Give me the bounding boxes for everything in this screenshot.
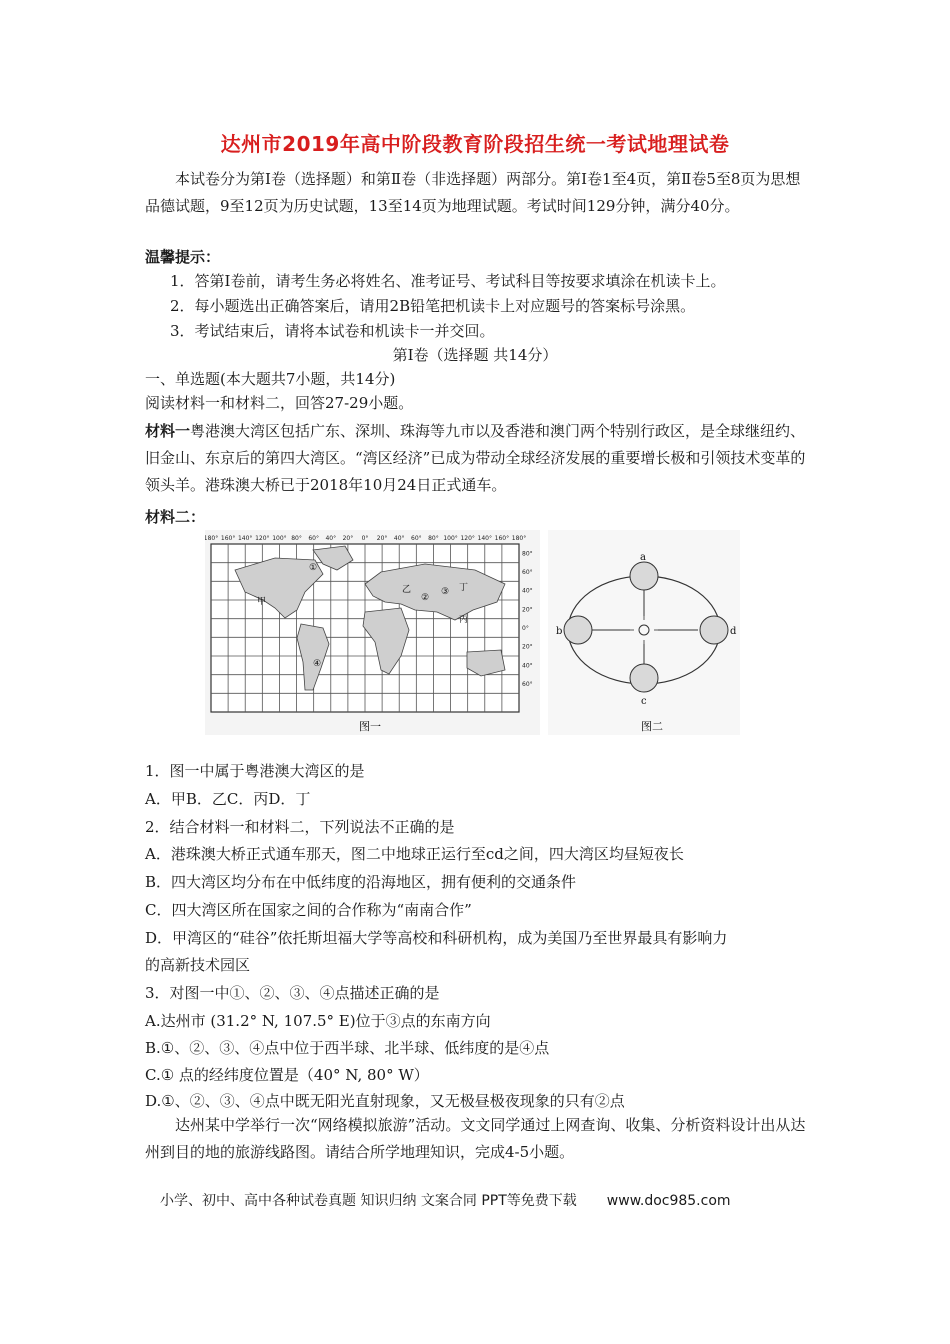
question-2-option: D．甲湾区的“硅谷”依托斯坦福大学等高校和科研机构，成为美国乃至世界最具有影响力	[145, 929, 728, 947]
intro-paragraph: 本试卷分为第Ⅰ卷（选择题）和第Ⅱ卷（非选择题）两部分。第Ⅰ卷1至4页，第Ⅱ卷5至8页为思想品德试题，9至12页为历史试题，13至14页为地理试题。考试时间129分钟，满分40分。	[145, 170, 801, 215]
figure-two-caption: 图二	[641, 720, 663, 733]
map-latitude-tick: 60°	[522, 681, 533, 688]
orbit-label-d: d	[730, 626, 737, 637]
map-longitude-tick: 120°	[460, 535, 475, 542]
footer-text: 小学、初中、高中各种试卷真题 知识归纳 文案合同 PPT等免费下载	[160, 1193, 577, 1209]
map-longitude-tick: 140°	[237, 535, 253, 542]
page-title: 达州市2019年高中阶段教育阶段招生统一考试地理试卷	[220, 132, 730, 156]
map-longitude-tick: 80°	[428, 535, 439, 542]
map-longitude-tick: 20°	[376, 535, 388, 542]
figure-one-caption: 图一	[359, 720, 381, 733]
map-longitude-tick: 180°	[205, 535, 219, 542]
material-one-label: 材料一	[145, 422, 191, 440]
map-longitude-tick: 180°	[511, 535, 527, 542]
question-2-option: A．港珠澳大桥正式通车那天，图二中地球正运行至cd之间，四大湾区均昼短夜长	[145, 845, 684, 863]
question-3-option: B.①、②、③、④点中位于西半球、北半球、低纬度的是④点	[145, 1039, 550, 1057]
map-point-2: ②	[421, 593, 430, 603]
map-latitude-tick: 20°	[522, 606, 533, 614]
figure-one-world-map	[205, 530, 540, 735]
map-point-4: ④	[313, 659, 322, 669]
question-3-option: C.① 点的经纬度位置是（40° N, 80° W）	[145, 1066, 429, 1084]
tip-item: 1．答第Ⅰ卷前，请考生务必将姓名、准考证号、考试科目等按要求填涂在机读卡上。	[170, 272, 726, 290]
map-point-3: ③	[441, 587, 450, 597]
map-longitude-tick: 100°	[443, 535, 458, 542]
question-2-stem: 2．结合材料一和材料二，下列说法不正确的是	[145, 818, 455, 836]
orbit-label-b: b	[556, 626, 563, 637]
map-longitude-tick: 160°	[494, 535, 510, 542]
part-heading: 一、单选题(本大题共7小题，共14分)	[145, 370, 396, 388]
closing-paragraph: 达州某中学举行一次“网络模拟旅游”活动。文文同学通过上网查询、收集、分析资料设计出从达州到目的地的旅游线路图。请结合所学地理知识，完成4-5小题。	[145, 1116, 806, 1161]
tips-heading: 温馨提示：	[145, 248, 221, 266]
map-longitude-tick: 160°	[220, 535, 236, 542]
map-latitude-tick: 0°	[522, 625, 529, 632]
orbit-svg	[548, 530, 740, 735]
orbit-label-a: a	[640, 552, 646, 563]
tip-item: 3．考试结束后，请将本试卷和机读卡一并交回。	[170, 322, 495, 340]
map-point-1: ①	[309, 563, 318, 573]
question-3-option: A.达州市 (31.2° N, 107.5° E)位于③点的东南方向	[145, 1012, 491, 1030]
map-latitude-tick: 20°	[522, 643, 533, 651]
material-one	[145, 418, 810, 499]
map-label-bing: 丙	[459, 615, 469, 625]
map-longitude-tick: 40°	[393, 535, 405, 542]
read-instruction: 阅读材料一和材料二，回答27-29小题。	[145, 394, 414, 412]
material-one-text: 粤港澳大湾区包括广东、深圳、珠海等九市以及香港和澳门两个特别行政区，是全球继纽约、旧金山、东京后的第四大湾区。“湾区经济”已成为带动全球经济发展的重要增长极和引领技术变革的领头羊。港珠澳大桥已于2018年10月24日正式通车。	[145, 422, 806, 494]
map-longitude-tick: 140°	[477, 535, 493, 542]
page-footer	[160, 1190, 731, 1210]
question-2-option: C．四大湾区所在国家之间的合作称为“南南合作”	[145, 901, 472, 919]
map-label-jia: 甲	[257, 597, 267, 607]
map-latitude-tick: 40°	[522, 662, 533, 670]
map-longitude-tick: 40°	[325, 535, 337, 542]
map-latitude-tick: 40°	[522, 587, 533, 595]
section-title: 第Ⅰ卷（选择题 共14分）	[392, 346, 558, 364]
map-longitude-tick: 120°	[255, 535, 270, 542]
figure-two-orbit	[548, 530, 740, 735]
map-longitude-tick: 0°	[361, 535, 369, 542]
orbit-label-c: c	[641, 696, 647, 707]
map-label-ding: 丁	[459, 583, 469, 593]
map-longitude-tick: 80°	[291, 535, 302, 542]
question-3-stem: 3．对图一中①、②、③、④点描述正确的是	[145, 984, 440, 1002]
question-1-stem: 1．图一中属于粤港澳大湾区的是	[145, 762, 365, 780]
question-1-option: A．甲B．乙C．丙D．丁	[145, 790, 311, 808]
question-2-option: B．四大湾区均分布在中低纬度的沿海地区，拥有便利的交通条件	[145, 873, 577, 891]
world-map-svg	[205, 530, 540, 735]
material-two-label: 材料二：	[145, 508, 206, 526]
map-longitude-tick: 100°	[272, 535, 287, 542]
map-label-yi: 乙	[402, 585, 412, 595]
tip-item: 2．每小题选出正确答案后，请用2B铅笔把机读卡上对应题号的答案标号涂黑。	[170, 297, 696, 315]
map-latitude-tick: 80°	[522, 550, 533, 558]
footer-url[interactable]: www.doc985.com	[606, 1193, 731, 1209]
map-latitude-tick: 60°	[522, 569, 533, 576]
map-longitude-tick: 20°	[342, 535, 354, 542]
map-longitude-tick: 60°	[411, 535, 422, 542]
map-longitude-tick: 60°	[308, 535, 319, 542]
question-3-option: D.①、②、③、④点中既无阳光直射现象，又无极昼极夜现象的只有②点	[145, 1092, 625, 1110]
question-2-option-cont: 的高新技术园区	[145, 956, 251, 974]
